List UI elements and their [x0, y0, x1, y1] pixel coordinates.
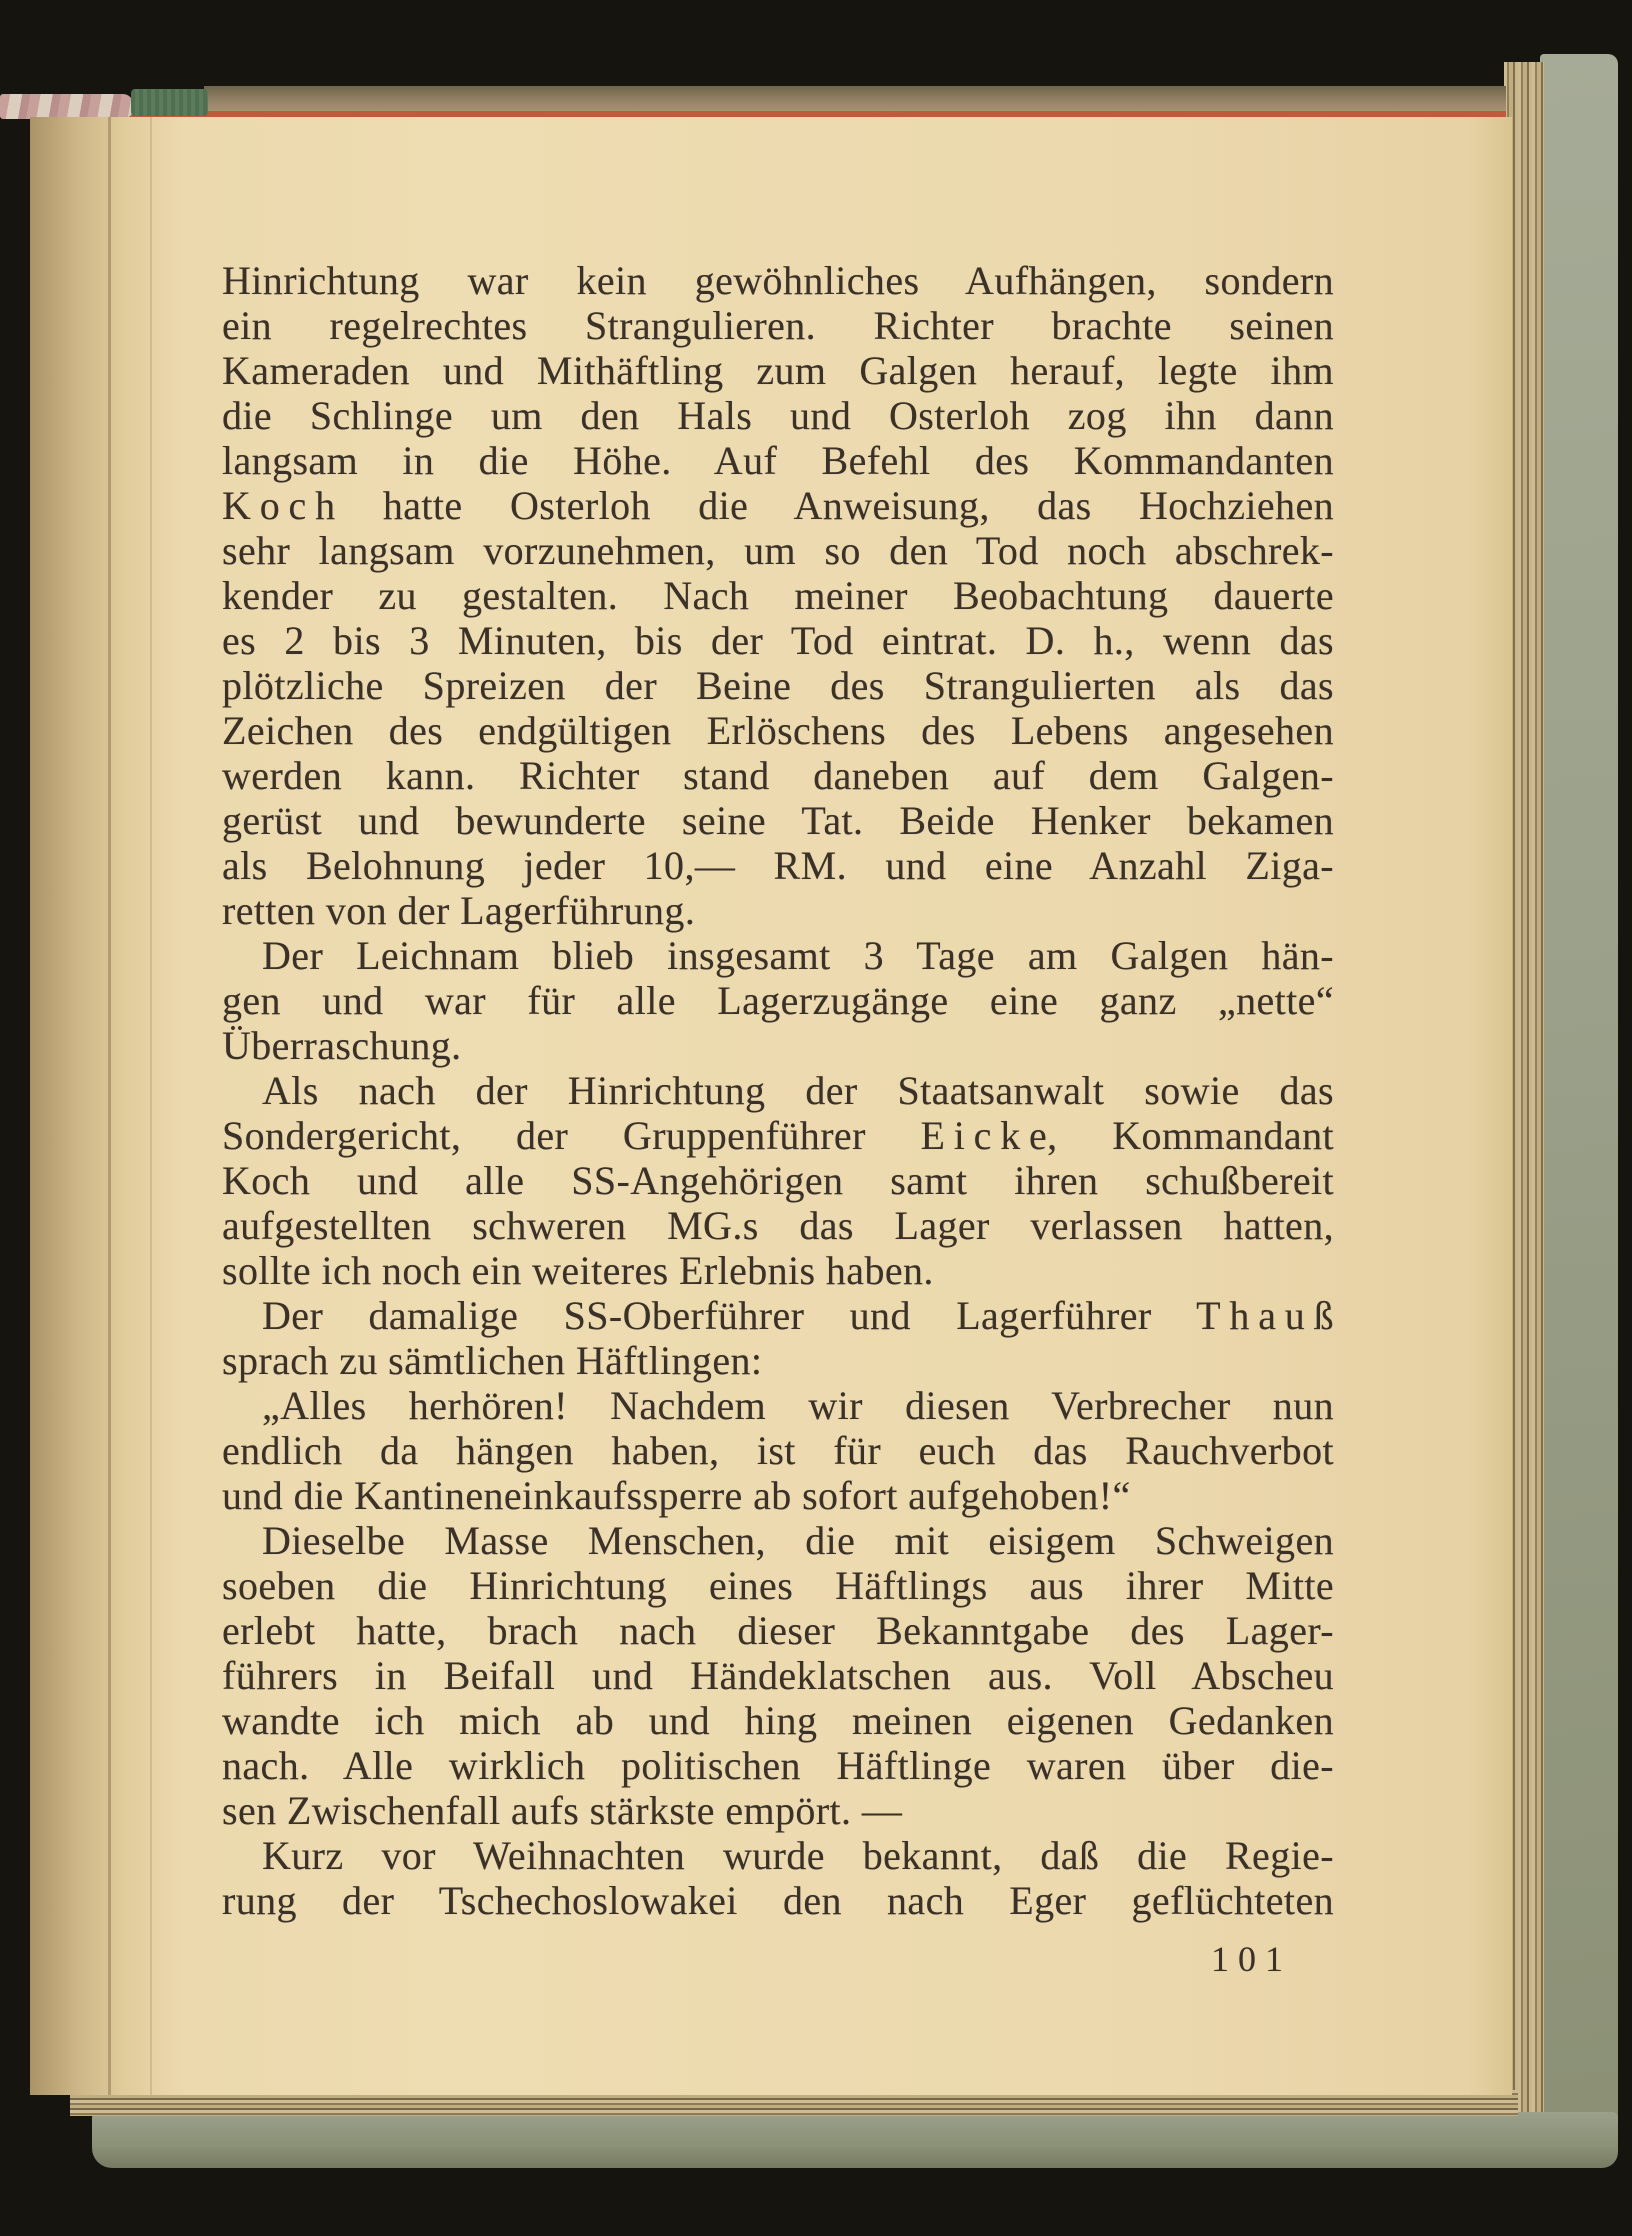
text-line: aufgestellten schweren MG.s das Lager verlassen hatten, [222, 1203, 1334, 1248]
text-line: ein regelrechtes Strangulieren. Richter brachte seinen [222, 303, 1334, 348]
gutter-crease [108, 117, 111, 2095]
text-line: sen Zwischenfall aufs stärkste empört. — [222, 1788, 903, 1833]
page-stack-edges-top [204, 86, 1506, 114]
book-cover-bottom-edge [92, 2112, 1618, 2168]
text-line: Kameraden und Mithäftling zum Galgen herauf, legte ihm [222, 348, 1334, 393]
text-line: kender zu gestalten. Nach meiner Beobachtung dauerte [222, 573, 1334, 618]
headband-pink-segment [0, 94, 133, 119]
text-line: es 2 bis 3 Minuten, bis der Tod eintrat. D. h., wenn das [222, 618, 1334, 663]
gutter-crease [150, 117, 152, 2095]
text-line: gerüst und bewunderte seine Tat. Beide Henker bekamen [222, 798, 1334, 843]
text-line: Als nach der Hinrichtung der Staatsanwalt sowie das [262, 1068, 1334, 1113]
book-cover-right-edge [1540, 54, 1618, 2166]
text-line: Hinrichtung war kein gewöhnliches Aufhängen, sondern [222, 258, 1334, 303]
text-line: Der damalige SS-Oberführer und Lagerführer T h a u ß [262, 1293, 1334, 1338]
text-line: K o c h hatte Osterloh die Anweisung, das Hochziehen [222, 483, 1334, 528]
text-line: rung der Tschechoslowakei den nach Eger geflüchteten [222, 1878, 1334, 1923]
text-line: erlebt hatte, brach nach dieser Bekanntgabe des Lager- [222, 1608, 1334, 1653]
text-line: „Alles herhören! Nachdem wir diesen Verbrecher nun [262, 1383, 1334, 1428]
page-text [222, 258, 1334, 1982]
text-line: und die Kantineneinkaufssperre ab sofort aufgehoben!“ [222, 1473, 1131, 1518]
text-line: nach. Alle wirklich politischen Häftlinge waren über die- [222, 1743, 1334, 1788]
text-line: führers in Beifall und Händeklatschen aus. Voll Abscheu [222, 1653, 1334, 1698]
text-line: die Schlinge um den Hals und Osterloh zog ihn dann [222, 393, 1334, 438]
text-line: endlich da hängen haben, ist für euch das Rauchverbot [222, 1428, 1334, 1473]
text-line: sollte ich noch ein weiteres Erlebnis haben. [222, 1248, 934, 1293]
text-line: wandte ich mich ab und hing meinen eigenen Gedanken [222, 1698, 1334, 1743]
page-number: 101 [1211, 1939, 1292, 1979]
headband-green-segment [131, 89, 208, 116]
text-line: sehr langsam vorzunehmen, um so den Tod noch abschrek- [222, 528, 1334, 573]
text-line: werden kann. Richter stand daneben auf dem Galgen- [222, 753, 1334, 798]
text-line: retten von der Lagerführung. [222, 888, 696, 933]
text-line: gen und war für alle Lagerzugänge eine ganz „nette“ [222, 978, 1334, 1023]
text-line: soeben die Hinrichtung eines Häftlings aus ihrer Mitte [222, 1563, 1334, 1608]
text-line: Zeichen des endgültigen Erlöschens des Lebens angesehen [222, 708, 1334, 753]
text-line: Koch und alle SS-Angehörigen samt ihren schußbereit [222, 1158, 1334, 1203]
text-line: als Belohnung jeder 10,— RM. und eine Anzahl Ziga- [222, 843, 1334, 888]
text-line: Dieselbe Masse Menschen, die mit eisigem Schweigen [262, 1518, 1334, 1563]
text-line: plötzliche Spreizen der Beine des Strangulierten als das [222, 663, 1334, 708]
text-line: langsam in die Höhe. Auf Befehl des Kommandanten [222, 438, 1334, 483]
text-line: Der Leichnam blieb insgesamt 3 Tage am Galgen hän- [262, 933, 1334, 978]
text-line: Sondergericht, der Gruppenführer E i c k e, Kommandant [222, 1113, 1334, 1158]
text-line: Kurz vor Weihnachten wurde bekannt, daß die Regie- [262, 1833, 1334, 1878]
text-line: Überraschung. [222, 1023, 462, 1068]
text-line: sprach zu sämtlichen Häftlingen: [222, 1338, 763, 1383]
